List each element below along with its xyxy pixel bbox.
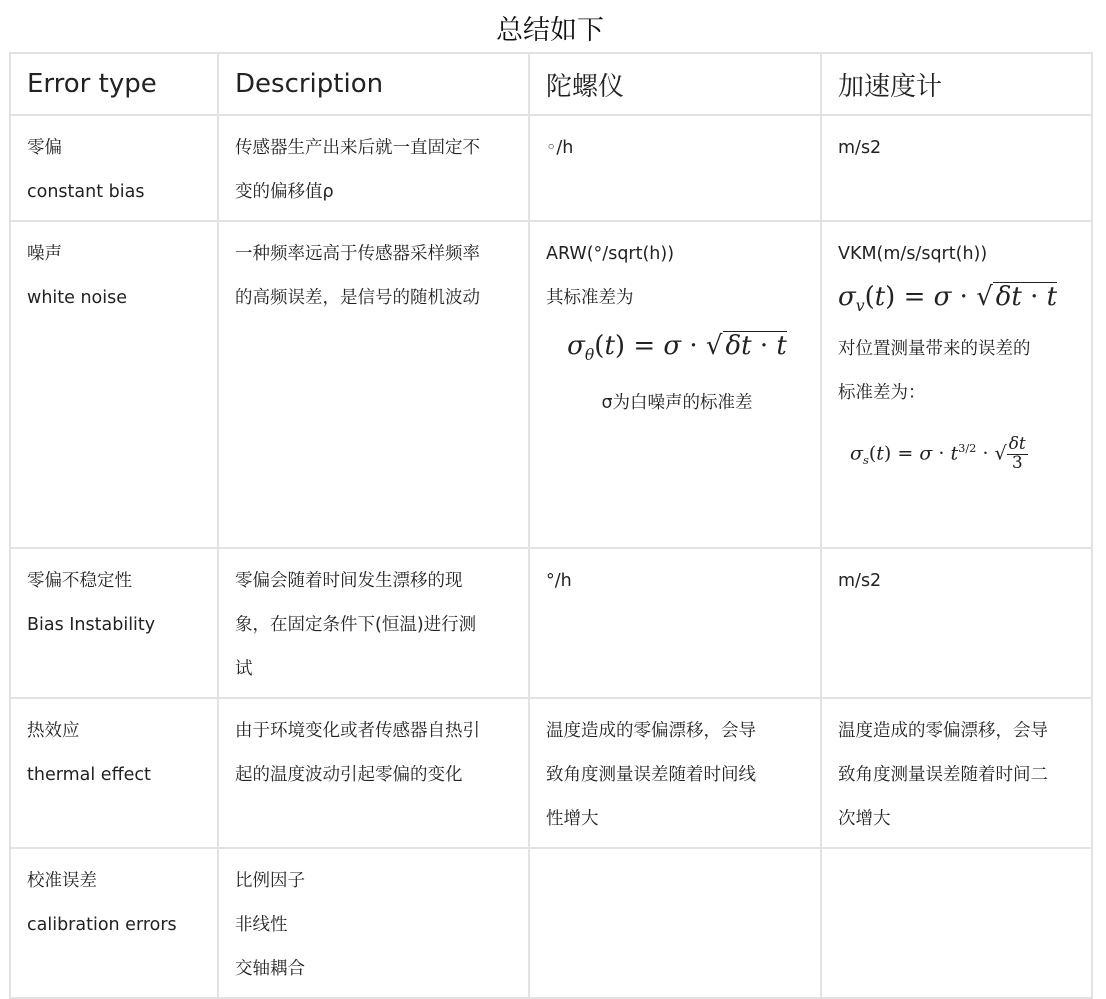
page-title: 总结如下 [496,15,604,46]
description-cell [218,221,529,548]
error-type-cn: 噪声 [27,244,62,264]
error-type-en: constant bias [27,182,145,202]
accel-text-line: 温度造成的零偏漂移，会导 [838,721,1048,741]
gyro-unit: °/h [546,571,572,591]
error-type-cell [10,115,218,221]
header-accelerometer: 加速度计 [821,53,1092,115]
error-type-en: white noise [27,288,128,308]
header-description: Description [218,53,529,115]
summary-table [9,52,1093,999]
error-type-en: calibration errors [27,915,177,935]
description-cell [218,115,529,221]
gyro-unit: ◦/h [546,138,574,158]
accel-unit: m/s2 [838,571,882,591]
description-line: 比例因子 [235,871,305,891]
accel-cell [821,221,1092,548]
gyro-noise-formula: $\sigma_\theta(t) = \sigma$ · √ δt · t [567,331,787,365]
error-type-cn: 热效应 [27,721,80,741]
error-type-cn: 校准误差 [27,871,97,891]
description-line: 的高频误差，是信号的随机波动 [235,288,480,308]
gyro-sigma-note: σ为白噪声的标准差 [601,393,753,414]
accel-position-label: 标准差为： [838,383,926,404]
description-line: 零偏会随着时间发生漂移的现 [235,571,463,591]
description-line: 传感器生产出来后就一直固定不 [235,138,480,158]
description-cell [218,548,529,698]
table-row [10,548,1092,698]
table-row [10,115,1092,221]
description-line: 由于环境变化或者传感器自热引 [235,721,480,741]
accel-position-formula: $\sigma_s(t) = \sigma \cdot t^{3/2}$ · √ $\frac{\delta t}{3}$ [850,434,1026,474]
error-type-en: thermal effect [27,765,151,785]
gyro-std-label: 其标准差为 [546,288,634,308]
description-line: 起的温度波动引起零偏的变化 [235,765,463,785]
error-type-en: Bias Instability [27,615,156,635]
accel-cell [821,698,1092,848]
error-type-cell [10,221,218,548]
gyro-cell [529,698,821,848]
error-type-cell [10,848,218,998]
gyro-text-line: 致角度测量误差随着时间线 [546,765,756,785]
description-cell [218,848,529,998]
accel-velocity-formula: $\sigma_v(t) = \sigma$ · √ δt · t [838,282,1058,316]
error-type-cn: 零偏不稳定性 [27,571,132,591]
gyro-cell [529,221,821,548]
accel-cell [821,115,1092,221]
error-type-cell [10,548,218,698]
accel-cell [821,548,1092,698]
description-line: 试 [235,659,253,679]
gyro-cell [529,848,821,998]
description-line: 象，在固定条件下(恒温)进行测 [235,615,477,635]
table-row [10,698,1092,848]
description-line: 交轴耦合 [235,959,305,979]
accel-text-line: 次增大 [838,809,891,829]
accel-unit: m/s2 [838,138,882,158]
error-type-cn: 零偏 [27,138,62,158]
accel-cell [821,848,1092,998]
description-cell [218,698,529,848]
gyro-text-line: 温度造成的零偏漂移，会导 [546,721,756,741]
gyro-cell [529,115,821,221]
gyro-cell [529,548,821,698]
header-gyroscope: 陀螺仪 [529,53,821,115]
table-header-row [10,53,1092,115]
gyro-text-line: 性增大 [546,809,599,829]
table-row [10,221,1092,548]
accel-text-line: 致角度测量误差随着时间二 [838,765,1048,785]
accel-position-label: 对位置测量带来的误差的 [838,339,1031,360]
description-line: 非线性 [235,915,288,935]
gyro-unit: ARW(°/sqrt(h)) [546,244,675,264]
table-row [10,848,1092,998]
accel-unit: VKM(m/s/sqrt(h)) [838,244,988,264]
error-type-cell [10,698,218,848]
description-line: 变的偏移值ρ [235,182,334,202]
header-error-type: Error type [10,53,218,115]
description-line: 一种频率远高于传感器采样频率 [235,244,480,264]
